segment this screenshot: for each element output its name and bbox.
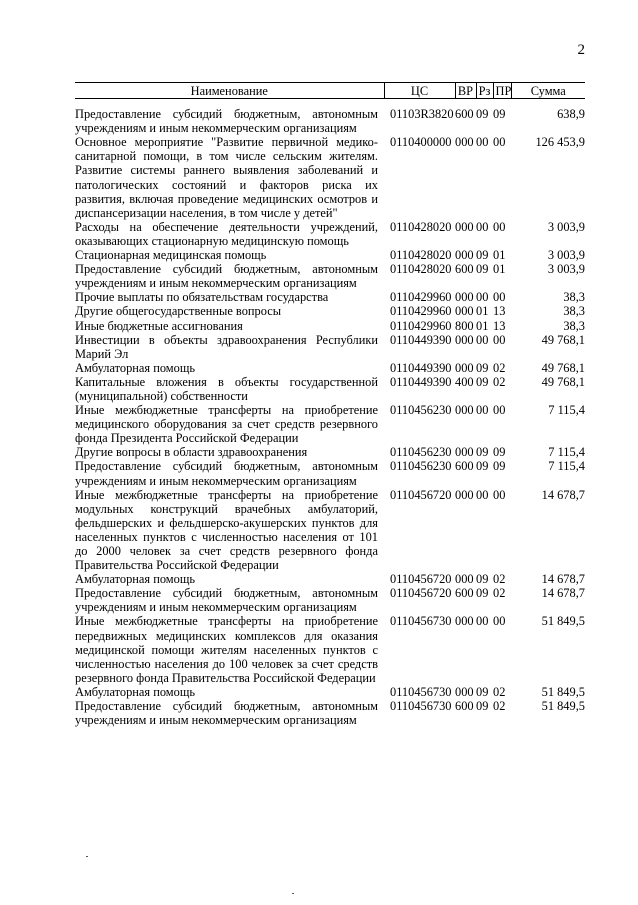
row-cs: 0110428020: [390, 248, 452, 263]
row-vr: 000: [455, 403, 474, 418]
row-pr: 02: [493, 374, 506, 389]
table-row: [75, 361, 585, 375]
table-row: [75, 375, 585, 403]
row-rz: 09: [476, 459, 489, 474]
row-rz: 00: [476, 219, 489, 234]
scan-speck: [292, 893, 294, 894]
row-rz: 09: [476, 262, 489, 277]
page-number: 2: [577, 42, 585, 58]
row-cs: 0110456230: [390, 403, 452, 418]
row-vr: 000: [455, 572, 474, 587]
row-name: Инвестиции в объекты здравоохранения Республики Марий Эл: [75, 332, 378, 361]
header-vr: ВР: [455, 83, 476, 99]
row-cs: 0110400000: [390, 135, 452, 150]
row-pr: 09: [493, 107, 506, 122]
row-sum: 14 678,7: [541, 586, 585, 601]
row-pr: 02: [493, 586, 506, 601]
row-vr: 000: [455, 684, 474, 699]
row-vr: 000: [455, 304, 474, 319]
row-sum: 3 003,9: [547, 262, 585, 277]
row-pr: 02: [493, 684, 506, 699]
table-row: [75, 220, 585, 248]
row-pr: 09: [493, 459, 506, 474]
row-pr: 02: [493, 572, 506, 587]
row-name: Предоставление субсидий бюджетным, автономным учреждениям и иным некоммерческим организациям: [75, 586, 378, 615]
row-pr: 13: [493, 304, 506, 319]
table-row: [75, 685, 585, 699]
header-rz: Рз: [476, 83, 493, 99]
row-name: Иные бюджетные ассигнования: [75, 318, 243, 333]
table-row: [75, 572, 585, 586]
row-sum: 7 115,4: [548, 459, 585, 474]
table-header: [75, 83, 585, 99]
table-row: [75, 319, 585, 333]
row-name: Иные межбюджетные трансферты на приобретение модульных конструкций врачебных амбулаторий, фельдшерских и фельдшерско-акушерских пунктов для населенных пунктов с численностью населения от 101 до 2000 человек за счет средств резервного фонда Правительства Российской Федерации: [75, 487, 378, 573]
row-rz: 09: [476, 374, 489, 389]
table-row: [75, 699, 585, 727]
row-rz: 00: [476, 135, 489, 150]
row-vr: 000: [455, 487, 474, 502]
row-pr: 00: [493, 403, 506, 418]
row-rz: 01: [476, 318, 489, 333]
row-sum: 3 003,9: [547, 248, 585, 263]
row-rz: 09: [476, 360, 489, 375]
table-row: [75, 107, 585, 135]
row-pr: 02: [493, 699, 506, 714]
row-name: Другие вопросы в области здравоохранения: [75, 445, 308, 460]
row-vr: 000: [455, 445, 474, 460]
row-vr: 600: [455, 107, 474, 122]
row-sum: 7 115,4: [548, 445, 585, 460]
row-cs: 0110456730: [390, 614, 452, 629]
table-row: [75, 248, 585, 262]
row-cs: 0110428020: [390, 262, 452, 277]
row-rz: 00: [476, 290, 489, 305]
row-vr: 000: [455, 135, 474, 150]
row-pr: 09: [493, 445, 506, 460]
table-row: [75, 586, 585, 614]
row-rz: 00: [476, 403, 489, 418]
row-rz: 09: [476, 699, 489, 714]
row-name: Иные межбюджетные трансферты на приобретение передвижных медицинских комплексов для оказания медицинской помощи жителям населенных пунктов с численностью населения до 100 человек за счет средств резервного фонда Правительства Российской Федерации: [75, 614, 378, 685]
row-cs: 0110449390: [390, 360, 452, 375]
row-vr: 600: [455, 586, 474, 601]
row-cs: 0110429960: [390, 304, 452, 319]
row-vr: 800: [455, 318, 474, 333]
row-cs: 0110449390: [390, 332, 452, 347]
row-sum: 14 678,7: [541, 572, 585, 587]
row-vr: 000: [455, 360, 474, 375]
table-body: [75, 99, 585, 728]
row-sum: 126 453,9: [535, 135, 585, 150]
row-pr: 00: [493, 290, 506, 305]
row-rz: 09: [476, 445, 489, 460]
row-rz: 00: [476, 487, 489, 502]
row-vr: 000: [455, 614, 474, 629]
row-sum: 49 768,1: [541, 374, 585, 389]
table-row: [75, 333, 585, 361]
row-name: Предоставление субсидий бюджетным, автономным учреждениям и иным некоммерческим организациям: [75, 459, 378, 488]
row-rz: 09: [476, 107, 489, 122]
row-rz: 09: [476, 572, 489, 587]
row-vr: 000: [455, 290, 474, 305]
row-cs: 0110456230: [390, 459, 452, 474]
row-rz: 09: [476, 684, 489, 699]
row-rz: 00: [476, 332, 489, 347]
row-sum: 49 768,1: [541, 360, 585, 375]
row-sum: 49 768,1: [541, 332, 585, 347]
row-pr: 01: [493, 262, 506, 277]
row-sum: 638,9: [557, 107, 585, 122]
row-cs: 01103R3820: [390, 107, 454, 122]
row-sum: 38,3: [563, 304, 585, 319]
row-name: Другие общегосударственные вопросы: [75, 304, 282, 319]
row-vr: 400: [455, 374, 474, 389]
row-cs: 0110456720: [390, 572, 452, 587]
row-name: Предоставление субсидий бюджетным, автономным учреждениям и иным некоммерческим организациям: [75, 262, 378, 291]
row-vr: 600: [455, 262, 474, 277]
table-row: [75, 445, 585, 459]
row-pr: 02: [493, 360, 506, 375]
row-sum: 3 003,9: [547, 219, 585, 234]
row-vr: 600: [455, 699, 474, 714]
table-row: [75, 135, 585, 220]
row-rz: 01: [476, 304, 489, 319]
row-sum: 7 115,4: [548, 403, 585, 418]
header-name: Наименование: [75, 83, 384, 99]
row-name: Иные межбюджетные трансферты на приобретение медицинского оборудования за счет средств резервного фонда Президента Российской Федерации: [75, 403, 378, 446]
row-sum: 51 849,5: [541, 614, 585, 629]
scan-speck: [86, 856, 88, 857]
row-cs: 0110456230: [390, 445, 452, 460]
row-sum: 38,3: [563, 290, 585, 305]
header-cs: ЦС: [384, 83, 455, 99]
row-name: Прочие выплаты по обязательствам государства: [75, 290, 329, 305]
row-pr: 00: [493, 614, 506, 629]
row-cs: 0110449390: [390, 374, 452, 389]
row-sum: 51 849,5: [541, 699, 585, 714]
row-cs: 0110429960: [390, 318, 452, 333]
row-pr: 00: [493, 219, 506, 234]
row-name: Стационарная медицинская помощь: [75, 248, 267, 263]
row-name: Расходы на обеспечение деятельности учреждений, оказывающих стационарную медицинскую помощь: [75, 219, 378, 248]
row-vr: 000: [455, 248, 474, 263]
row-rz: 09: [476, 586, 489, 601]
table-row: [75, 403, 585, 445]
row-name: Предоставление субсидий бюджетным, автономным учреждениям и иным некоммерческим организациям: [75, 107, 378, 136]
row-sum: 38,3: [563, 318, 585, 333]
table-row: [75, 304, 585, 318]
row-sum: 14 678,7: [541, 487, 585, 502]
row-vr: 000: [455, 332, 474, 347]
row-cs: 0110456720: [390, 586, 452, 601]
row-sum: 51 849,5: [541, 684, 585, 699]
row-name: Амбулаторная помощь: [75, 572, 196, 587]
budget-table: [75, 82, 585, 727]
row-cs: 0110428020: [390, 219, 452, 234]
table-row: [75, 262, 585, 290]
row-name: Предоставление субсидий бюджетным, автономным учреждениям и иным некоммерческим организациям: [75, 699, 378, 728]
row-pr: 13: [493, 318, 506, 333]
table-row: [75, 614, 585, 684]
header-pr: ПР: [493, 83, 511, 99]
table-row: [75, 290, 585, 304]
table-row: [75, 459, 585, 487]
row-vr: 600: [455, 459, 474, 474]
row-cs: 0110429960: [390, 290, 452, 305]
row-pr: 01: [493, 248, 506, 263]
row-cs: 0110456720: [390, 487, 452, 502]
row-pr: 00: [493, 135, 506, 150]
row-pr: 00: [493, 332, 506, 347]
row-rz: 00: [476, 614, 489, 629]
row-cs: 0110456730: [390, 699, 452, 714]
row-name: Основное мероприятие "Развитие первичной медико-санитарной помощи, в том числе сельским жителям. Развитие системы раннего выявления заболеваний и патологических состояний и факторов риска их развития, включая проведение медицинских осмотров и диспансеризации населения, в том числе у детей": [75, 135, 378, 220]
table-row: [75, 488, 585, 573]
row-pr: 00: [493, 487, 506, 502]
header-sum: Сумма: [511, 83, 585, 99]
row-cs: 0110456730: [390, 684, 452, 699]
row-vr: 000: [455, 219, 474, 234]
row-rz: 09: [476, 248, 489, 263]
row-name: Капитальные вложения в объекты государственной (муниципальной) собственности: [75, 374, 378, 403]
row-name: Амбулаторная помощь: [75, 360, 196, 375]
row-name: Амбулаторная помощь: [75, 684, 196, 699]
